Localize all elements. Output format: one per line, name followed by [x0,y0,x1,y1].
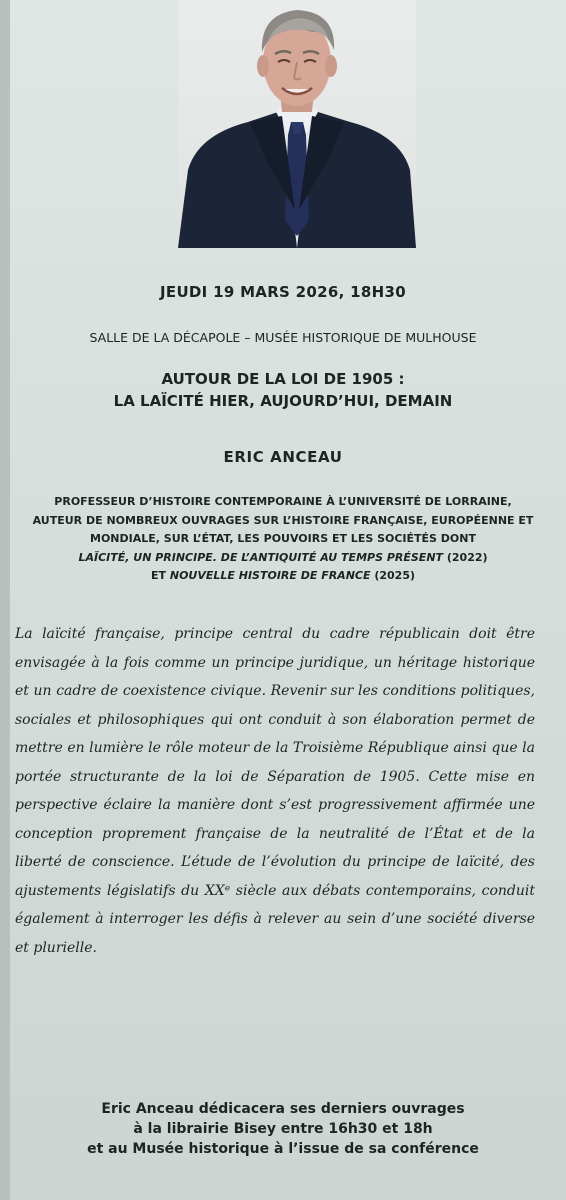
book1-year: (2022) [443,550,488,564]
signing-line3: et au Musée historique à l’issue de sa conférence [87,1141,479,1157]
event-title-line1: AUTOUR DE LA LOI DE 1905 : [161,370,405,388]
bio-books-line2 [30,567,536,586]
bio-line1: PROFESSEUR D’HISTOIRE CONTEMPORAINE À L’UNIVERSITÉ DE LORRAINE, [54,495,512,508]
book1-title: LAÏCITÉ, UN PRINCIPE. DE L’ANTIQUITÉ AU TEMPS PRÉSENT [78,550,444,564]
bio-and: ET [151,569,170,582]
page-edge-shadow [0,0,10,1200]
speaker-portrait [178,0,416,248]
bio-books-line1 [30,549,536,568]
signing-line2: à la librairie Bisey entre 16h30 et 18h [133,1121,433,1137]
book2-title: NOUVELLE HISTOIRE DE FRANCE [169,569,371,582]
speaker-name: ERIC ANCEAU [223,448,343,466]
bio-line3: MONDIALE, SUR L’ÉTAT, LES POUVOIRS ET LES SOCIÉTÉS DONT [90,532,476,545]
speaker-bio [30,493,536,586]
signing-line1: Eric Anceau dédicacera ses derniers ouvrages [101,1101,465,1117]
book2-year: (2025) [370,569,415,582]
event-description: La laïcité française, principe central du cadre républicain doit être envisagée à la fois comme un principe juridique, un héritage historique et un cadre de coexistence civique. Revenir sur les conditions politiques, sociales et philosophiques qui ont conduit à son élaboration permet de mettre en lumière le rôle moteur de la Troisième République ainsi que la portée structurante de la loi de Séparation de 1905. Cette mise en perspective éclaire la manière dont s’est progressivement affirmée une conception proprement française de la neutralité de l’État et de la liberté de conscience. L’étude de l’évolution du principe de laïcité, des ajustements législatifs du XXᵉ siècle aux débats contemporains, conduit également à interroger les défis à relever au sein d’une société diverse et plurielle. [15,626,535,956]
event-title [0,368,566,412]
bio-line2: AUTEUR DE NOMBREUX OUVRAGES SUR L’HISTOIRE FRANÇAISE, EUROPÉENNE ET [32,513,534,527]
event-date-time: JEUDI 19 MARS 2026, 18H30 [160,283,406,301]
signing-notice [0,1099,566,1159]
event-venue: SALLE DE LA DÉCAPOLE – MUSÉE HISTORIQUE DE MULHOUSE [89,330,477,345]
event-title-line2: LA LAÏCITÉ HIER, AUJOURD’HUI, DEMAIN [113,392,453,410]
portrait-illustration [178,0,416,248]
